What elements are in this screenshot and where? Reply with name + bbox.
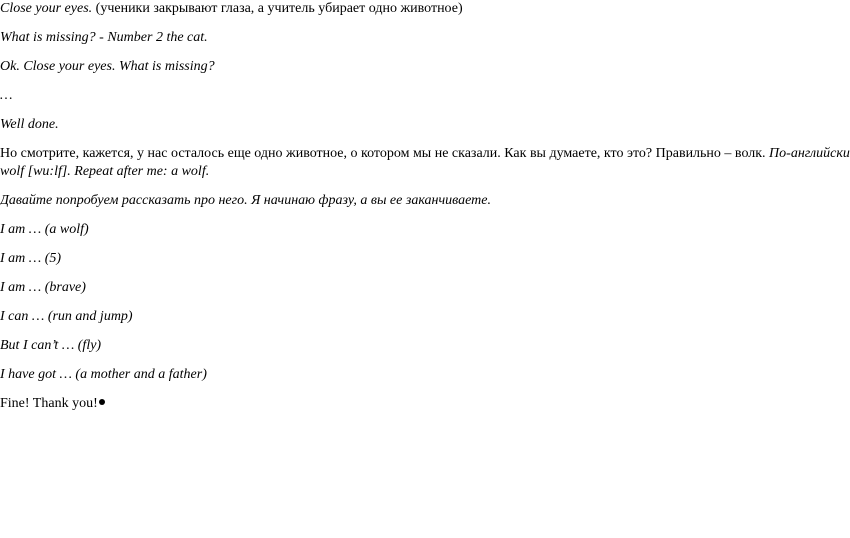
phrase-line-age: I am … (5): [0, 251, 62, 266]
paragraph-wolf-intro: [0, 145, 850, 163]
paragraph-wolf-pronunciation: wolf [wu:lf]. Repeat after me: a wolf.: [0, 164, 210, 179]
phrase-line-run-jump: I can … (run and jump): [0, 309, 133, 324]
bullet-dot-icon: [99, 399, 105, 405]
paragraph-text: Но смотрите, кажется, у нас осталось еще одно животное, о котором мы не сказали. Как вы думаете, кто это? Правильно – волк.: [0, 146, 770, 161]
paragraph-italic-text: По-английски: [769, 146, 850, 161]
phrase-line-fly: But I can’t … (fly): [0, 338, 102, 353]
stage-direction: (ученики закрывают глаза, а учитель убирает одно животное): [92, 1, 463, 16]
dialogue-line-close-eyes-again: Ok. Close your eyes. What is missing?: [0, 59, 215, 74]
closing-line: [0, 395, 105, 413]
phrase-line-wolf: I am … (a wolf): [0, 222, 89, 237]
teacher-phrase: Close your eyes.: [0, 1, 93, 16]
ellipsis-line: …: [0, 88, 13, 103]
phrase-line-brave: I am … (brave): [0, 280, 86, 295]
phrase-line-family: I have got … (a mother and a father): [0, 367, 207, 382]
dialogue-line-well-done: Well done.: [0, 117, 59, 132]
instruction-line-close-eyes: [0, 0, 463, 18]
instruction-line-phrases: Давайте попробуем рассказать про него. Я начинаю фразу, а вы ее заканчиваете.: [0, 193, 491, 208]
dialogue-line-what-missing: What is missing? - Number 2 the cat.: [0, 30, 208, 45]
closing-text: Fine! Thank you!: [0, 396, 98, 411]
